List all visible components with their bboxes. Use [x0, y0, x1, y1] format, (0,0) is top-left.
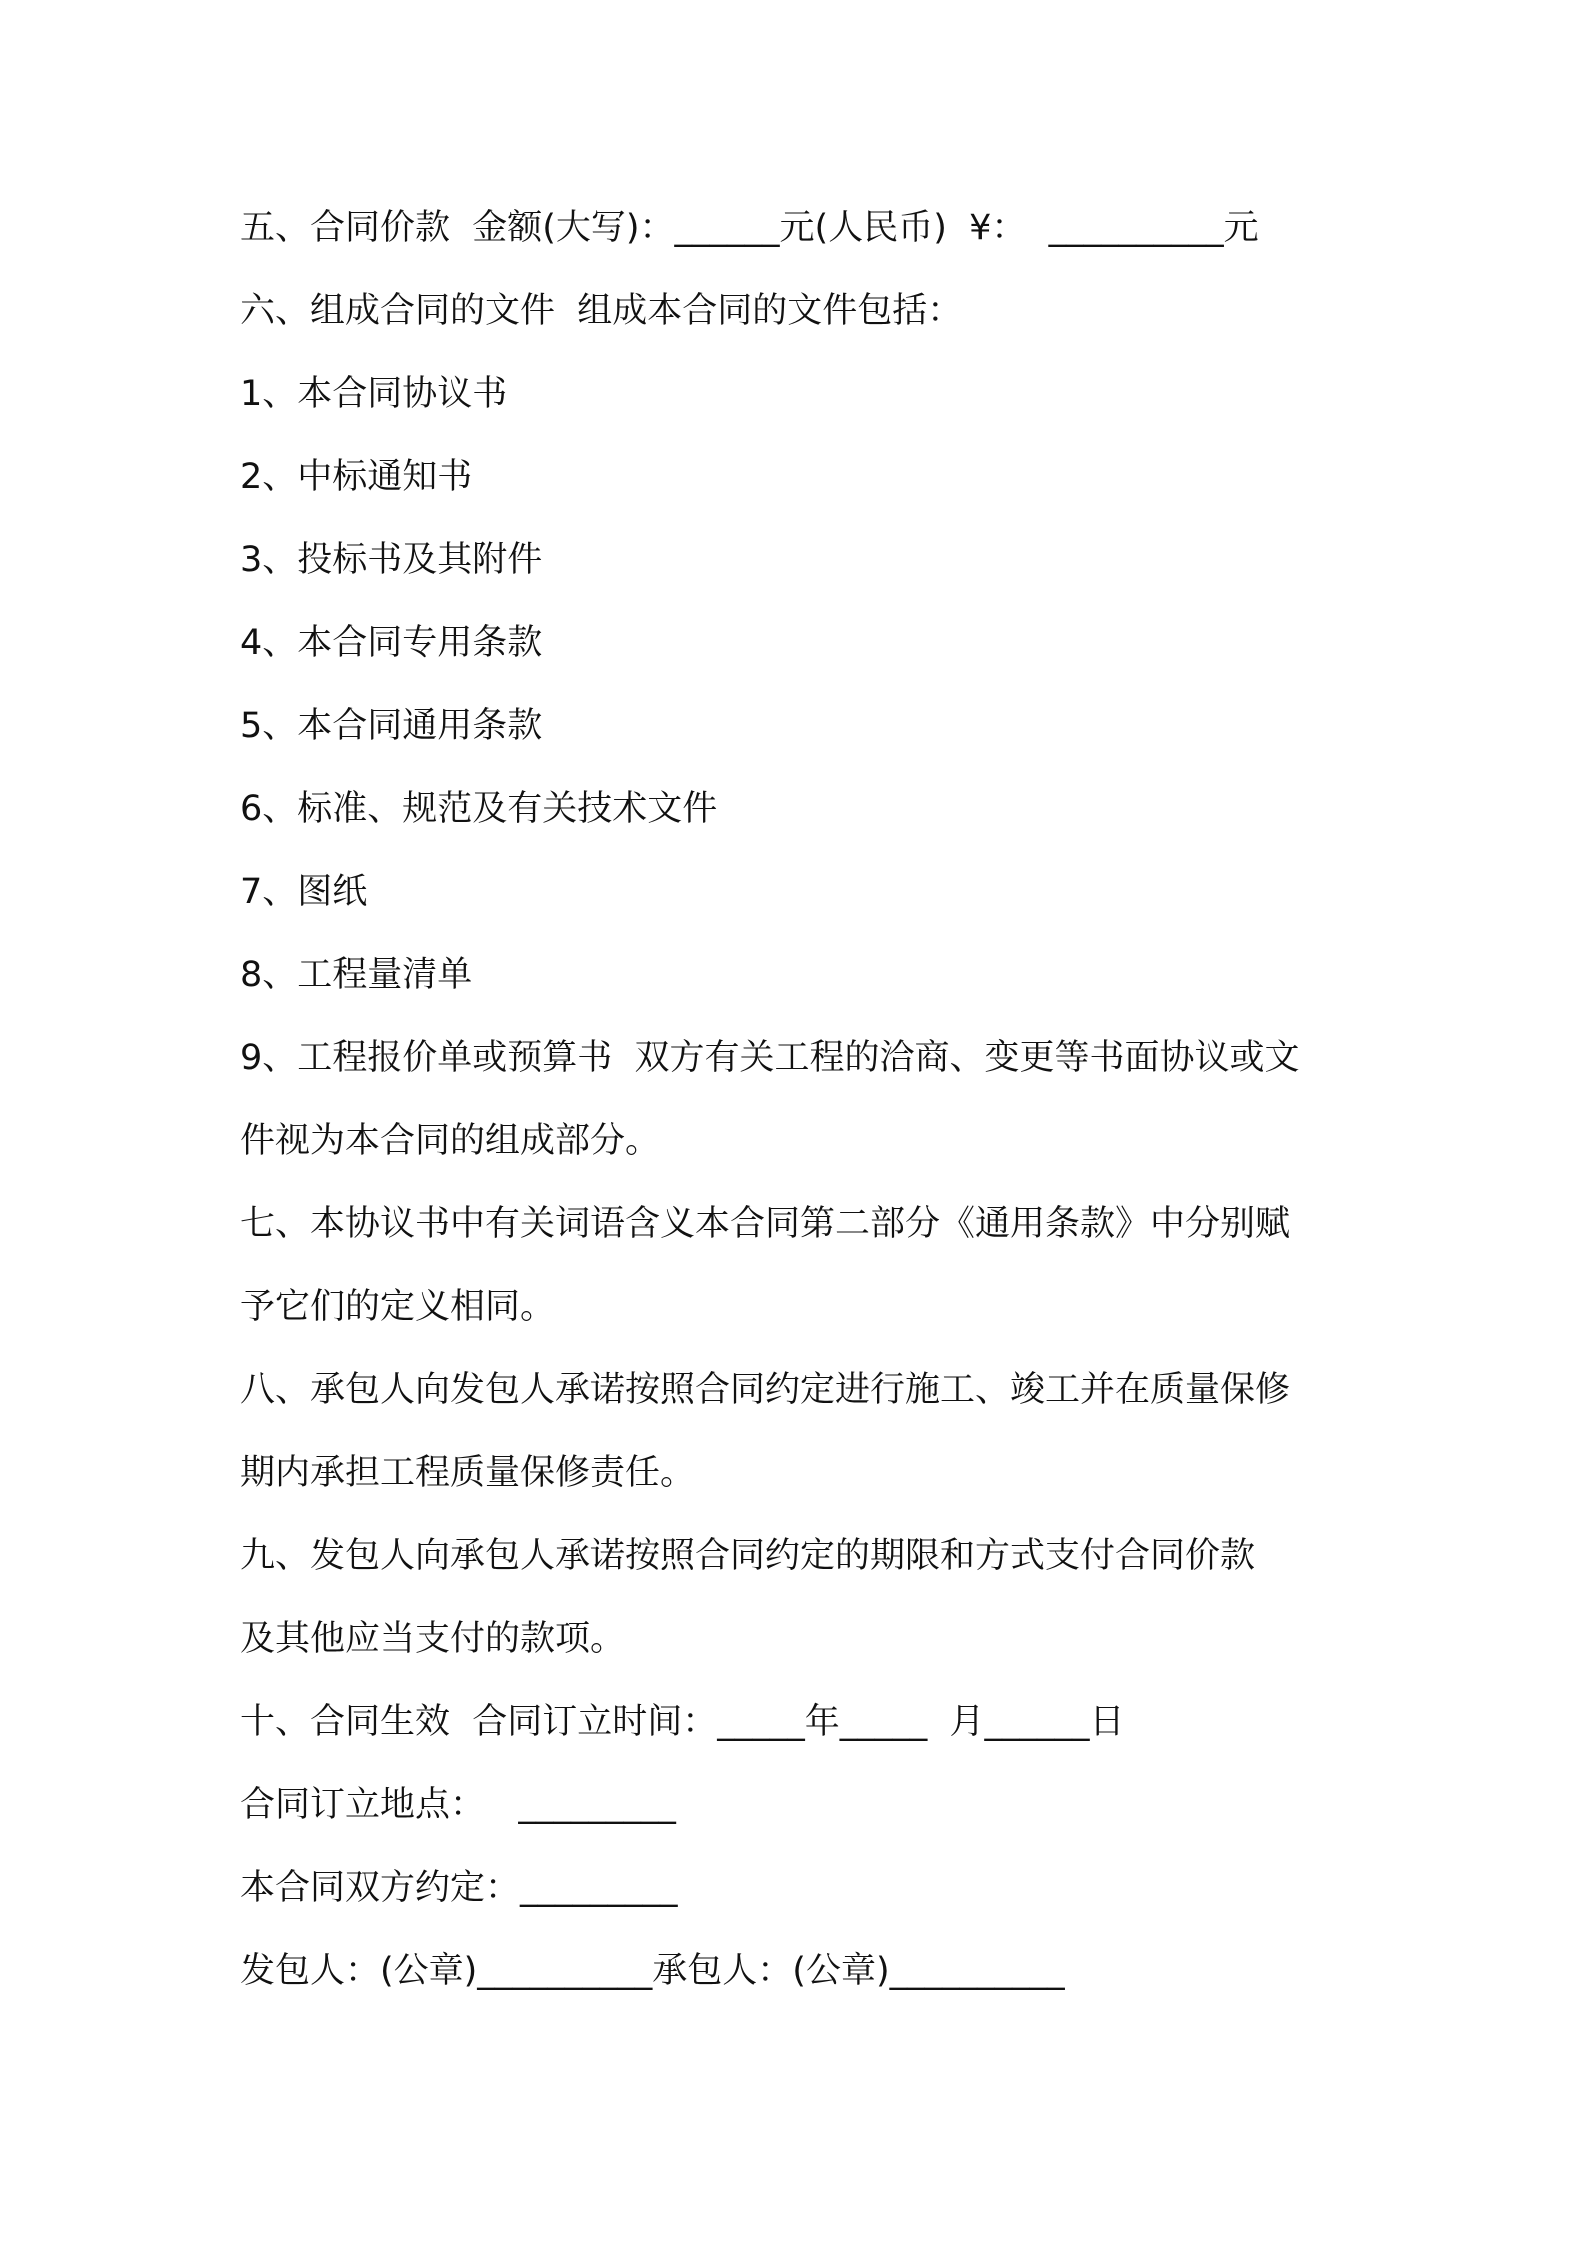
document-item-2: 2、中标通知书 [240, 457, 473, 497]
clause-9-employer-commitment: 九、发包人向承包人承诺按照合同约定的期限和方式支付合同价款 [240, 1536, 1256, 1576]
document-item-9: 9、工程报价单或预算书 双方有关工程的洽商、变更等书面协议或文 [240, 1038, 1300, 1078]
document-item-9-continued: 件视为本合同的组成部分。 [240, 1121, 661, 1161]
document-item-1: 1、本合同协议书 [240, 374, 508, 414]
party-seals-line: 发包人：(公章)__________承包人：(公章)__________ [240, 1951, 1065, 1991]
clause-10-effectiveness-date: 十、合同生效 合同订立时间：_____年_____ 月______日 [240, 1702, 1125, 1742]
clause-8-continued: 期内承担工程质量保修责任。 [240, 1453, 696, 1493]
clause-7-definitions: 七、本协议书中有关词语含义本合同第二部分《通用条款》中分别赋 [240, 1204, 1291, 1244]
clause-8-contractor-commitment: 八、承包人向发包人承诺按照合同约定进行施工、竣工并在质量保修 [240, 1370, 1291, 1410]
document-item-5: 5、本合同通用条款 [240, 706, 543, 746]
parties-agreement: 本合同双方约定：_________ [240, 1868, 678, 1908]
document-item-6: 6、标准、规范及有关技术文件 [240, 789, 718, 829]
document-item-3: 3、投标书及其附件 [240, 540, 543, 580]
contract-signing-place: 合同订立地点： _________ [240, 1785, 676, 1825]
clause-6-contract-documents: 六、组成合同的文件 组成本合同的文件包括： [240, 291, 963, 331]
document-item-7: 7、图纸 [240, 872, 368, 912]
clause-7-continued: 予它们的定义相同。 [240, 1287, 556, 1327]
document-item-4: 4、本合同专用条款 [240, 623, 543, 663]
clause-5-contract-price: 五、合同价款 金额(大写)：______元(人民币) ¥： __________元 [240, 208, 1259, 248]
document-item-8: 8、工程量清单 [240, 955, 473, 995]
clause-9-continued: 及其他应当支付的款项。 [240, 1619, 626, 1659]
